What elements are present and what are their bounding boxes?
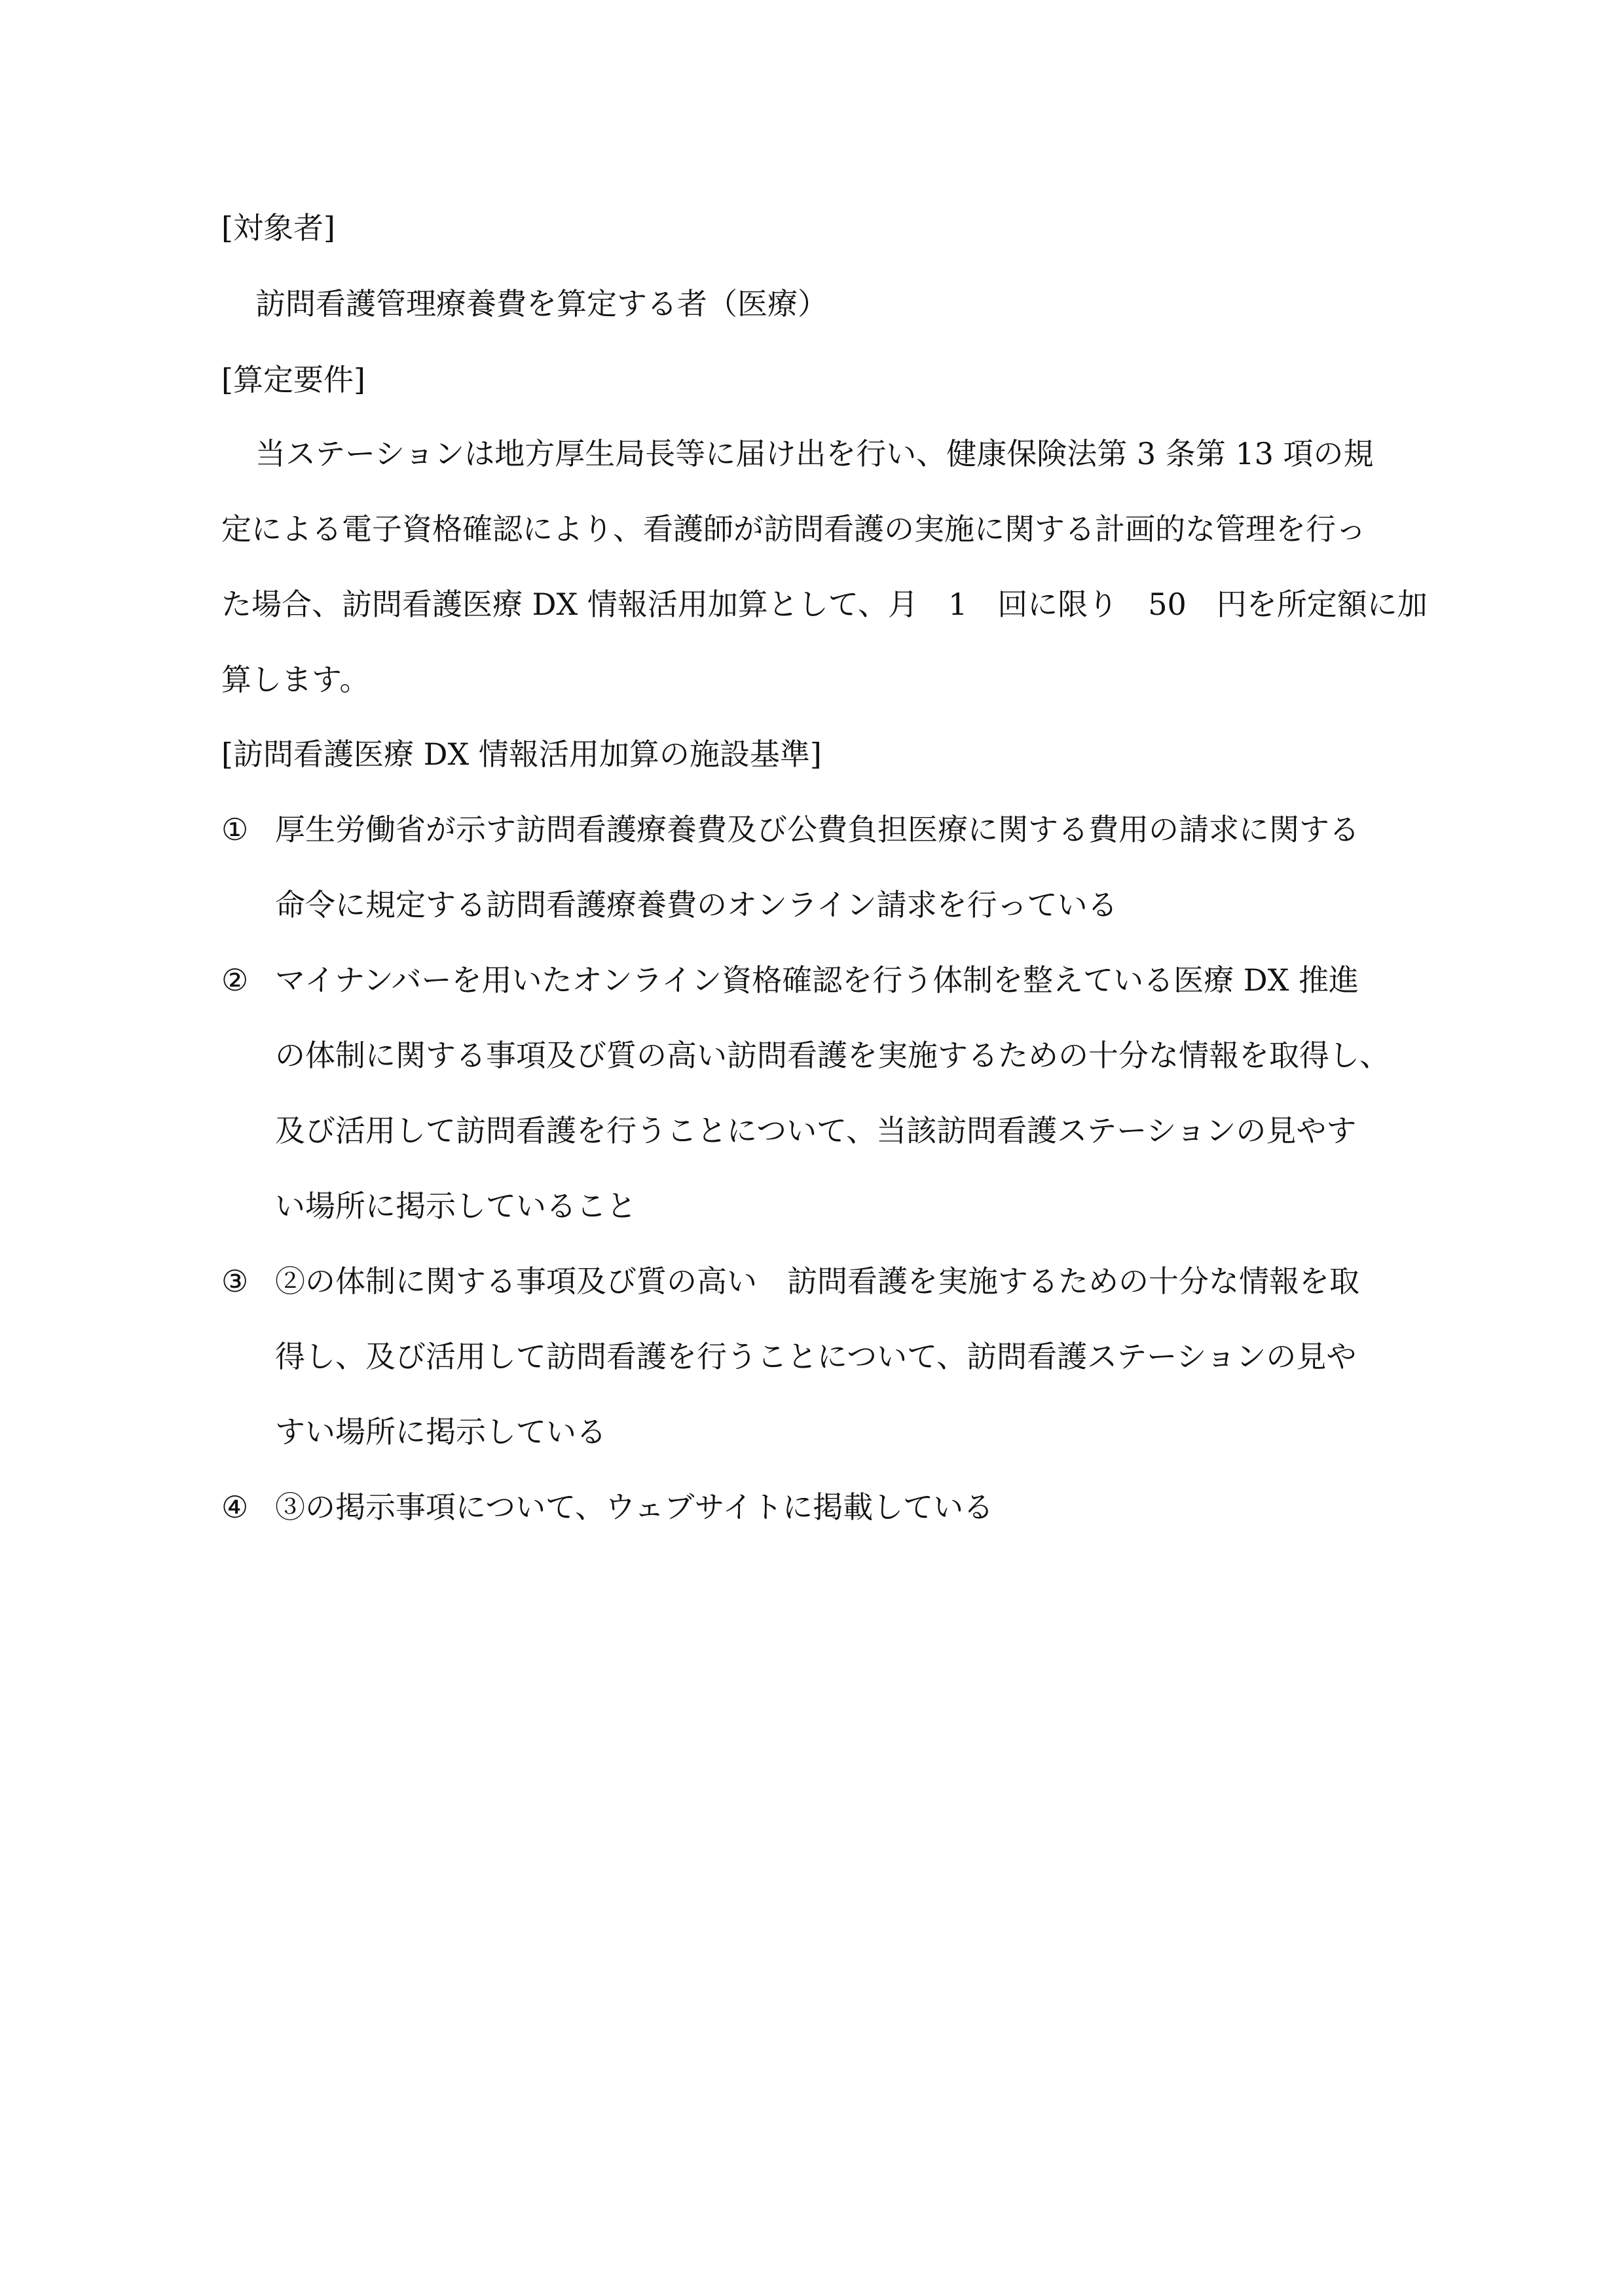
item-line: ②の体制に関する事項及び質の高い 訪問看護を実施するための十分な情報を取 [275,1264,1359,1299]
item-line: 厚生労働省が示す訪問看護療養費及び公費負担医療に関する費用の請求に関する [275,812,1359,847]
item-line: すい場所に掲示している [275,1414,606,1449]
item-line: い場所に掲示していること [275,1188,637,1224]
requirements-line: た場合、訪問看護医療 DX 情報活用加算として、月 1 回に限り 50 円を所定額に加 [221,587,1428,622]
requirements-line: 算します。 [221,662,370,697]
requirements-line: 当ステーションは地方厚生局長等に届け出を行い、健康保険法第 3 条第 13 項の規 [255,436,1374,471]
item-line: マイナンバーを用いたオンライン資格確認を行う体制を整えている医療 DX 推進 [275,962,1359,998]
target-text: 訪問看護管理療養費を算定する者（医療） [255,286,828,321]
item-line: 命令に規定する訪問看護療養費のオンライン請求を行っている [275,887,1118,922]
item-line: 及び活用して訪問看護を行うことについて、当該訪問看護ステーションの見やす [275,1113,1357,1148]
criteria-item-1 [221,810,1359,849]
criteria-item-2 [221,960,1359,1000]
requirements-heading: [算定要件] [221,362,365,397]
item-number: ③ [221,1264,249,1299]
criteria-item-4 [221,1487,993,1527]
item-number: ② [221,962,249,998]
item-number: ④ [221,1489,249,1525]
target-heading: [対象者] [221,210,335,246]
requirements-line: 定による電子資格確認により、看護師が訪問看護の実施に関する計画的な管理を行っ [221,511,1366,547]
item-line: ③の掲示事項について、ウェブサイトに掲載している [275,1489,994,1525]
item-line: 得し、及び活用して訪問看護を行うことについて、訪問看護ステーションの見や [275,1339,1357,1374]
item-number: ① [221,812,249,847]
item-line: の体制に関する事項及び質の高い訪問看護を実施するための十分な情報を取得し、 [275,1038,1390,1073]
criteria-heading: [訪問看護医療 DX 情報活用加算の施設基準] [221,737,822,772]
criteria-item-3 [221,1262,1359,1301]
